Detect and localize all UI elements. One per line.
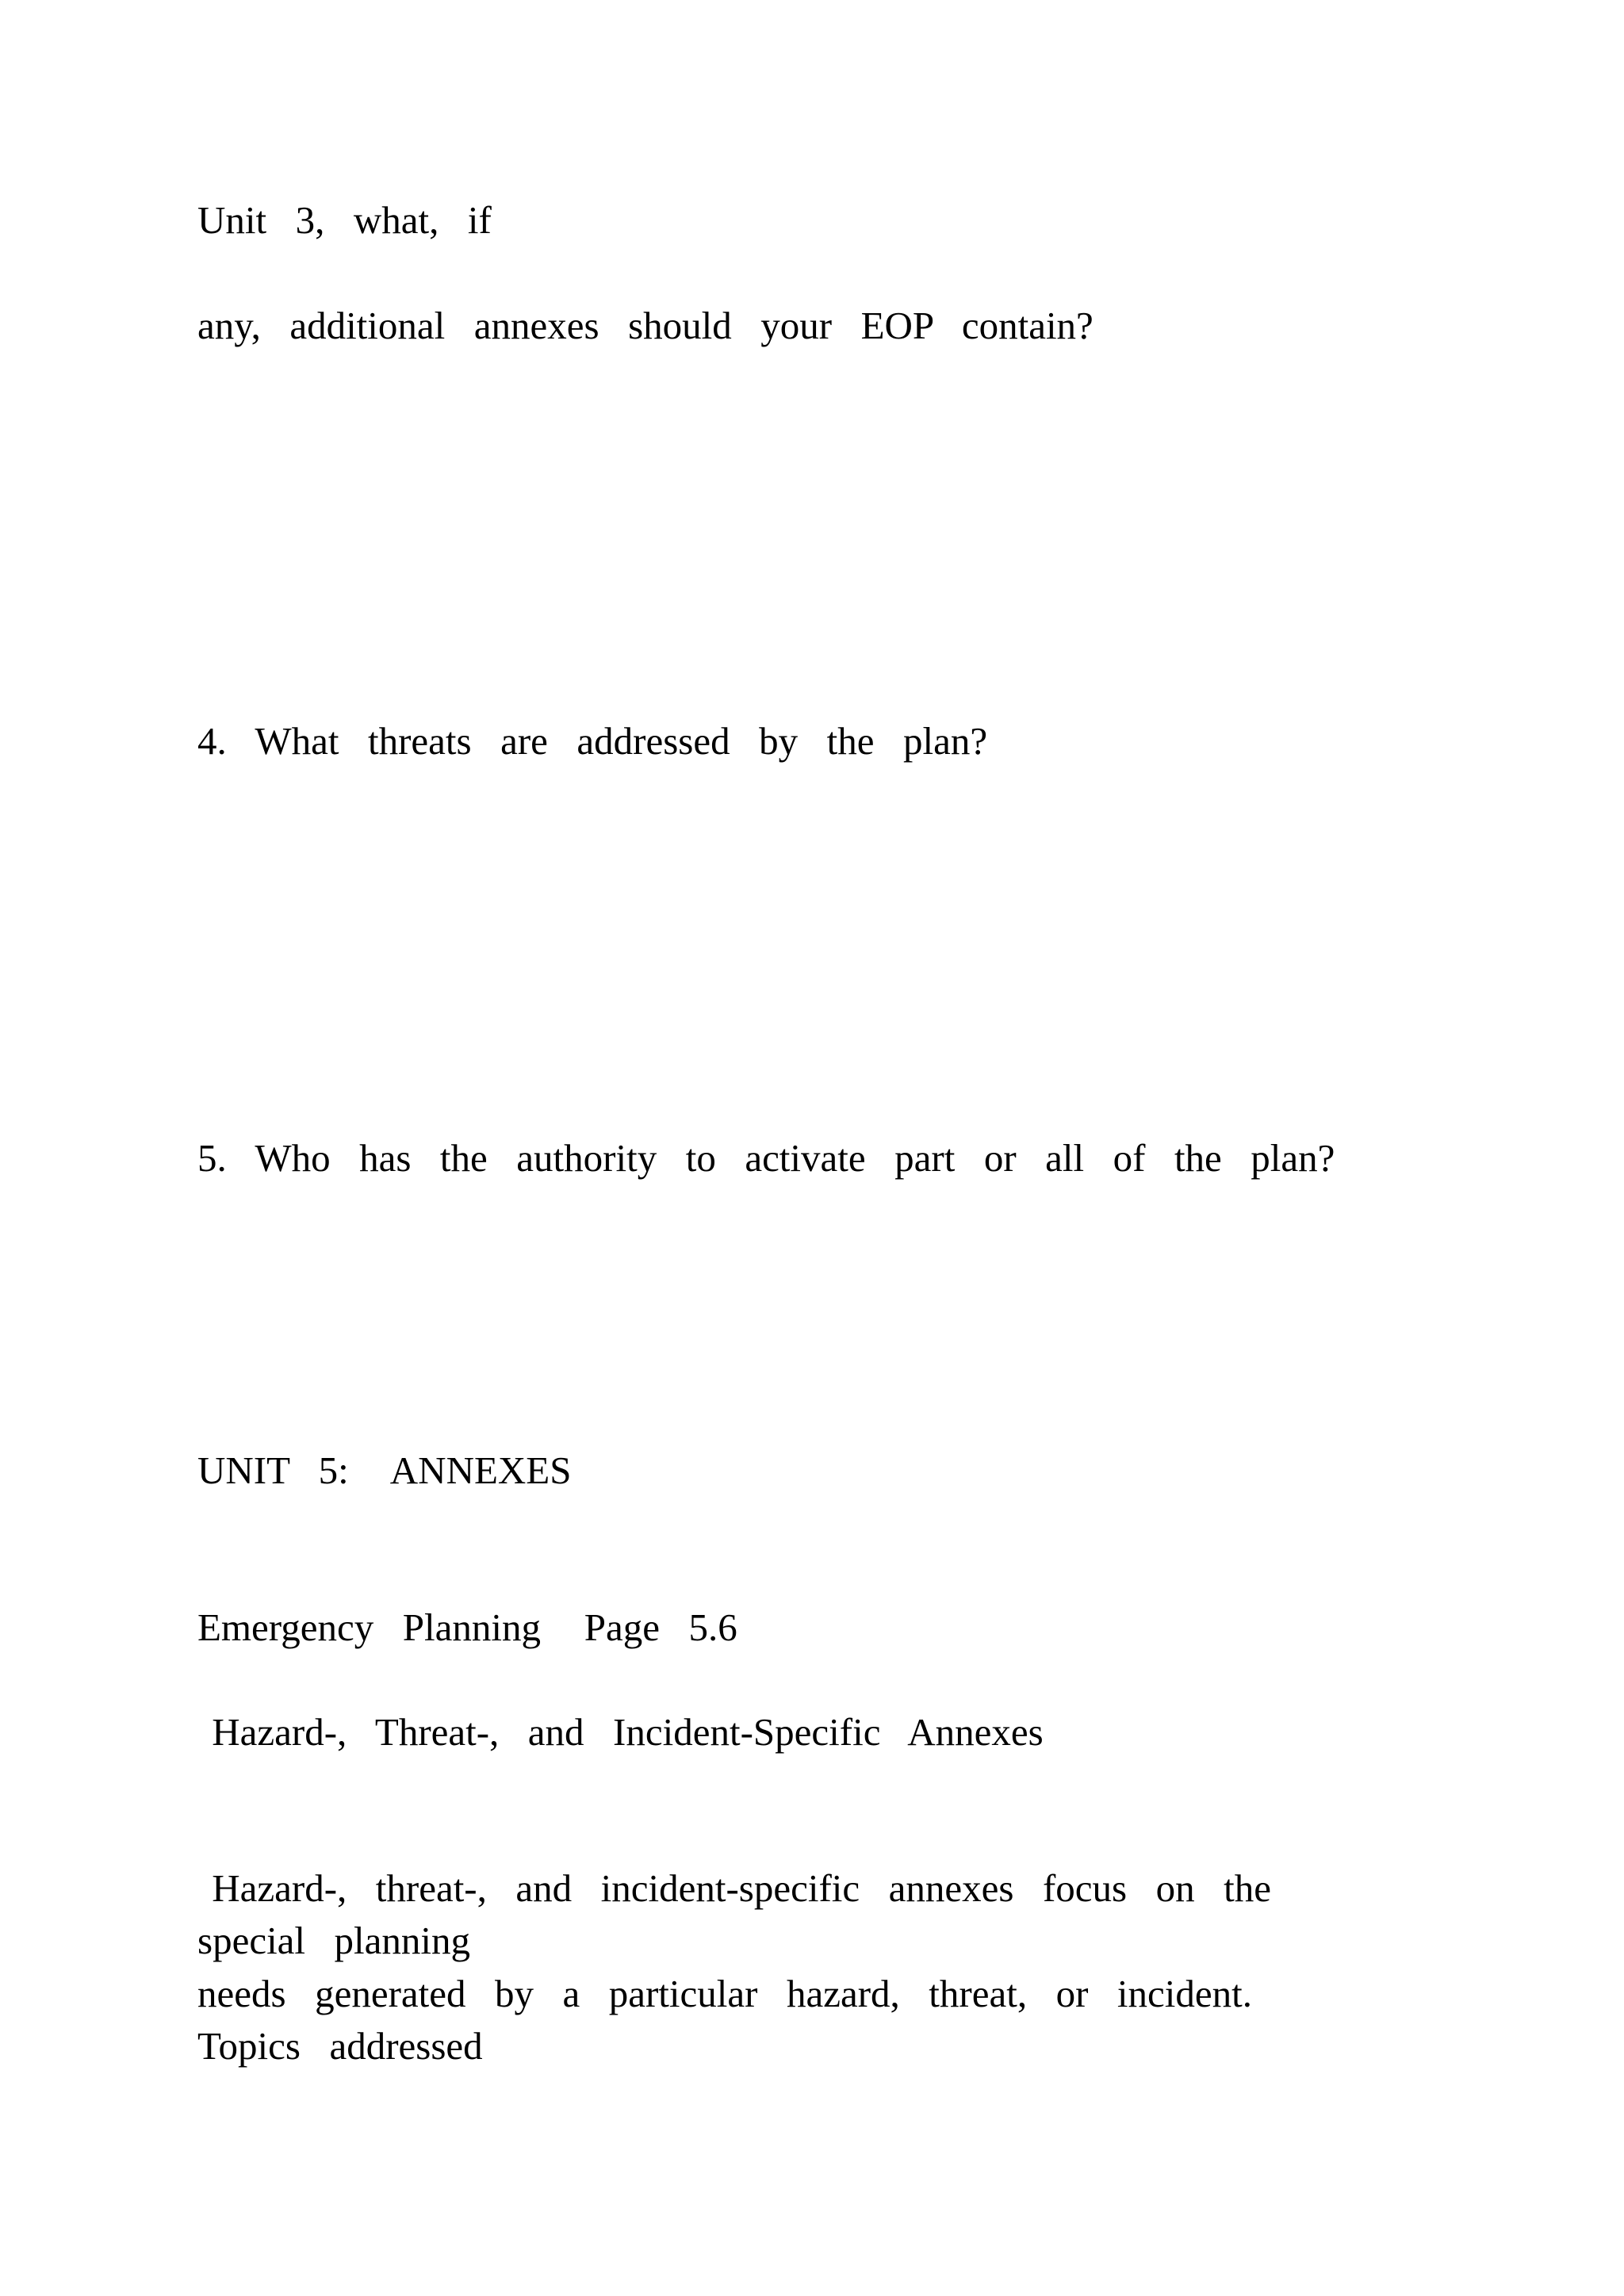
page-header: Emergency Planning Page 5.6	[197, 1605, 737, 1649]
question-4: 4. What threats are addressed by the plan?	[197, 719, 988, 763]
paragraph-line-2: special planning	[197, 1919, 471, 1962]
unit-heading: UNIT 5: ANNEXES	[197, 1448, 572, 1492]
paragraph-line-4: Topics addressed	[197, 2024, 483, 2068]
section-title: Hazard-, Threat-, and Incident-Specific Annexes	[197, 1710, 1044, 1754]
paragraph-line-1: Hazard-, threat-, and incident-specific annexes focus on the	[197, 1866, 1271, 1910]
question-5: 5. Who has the authority to activate part or all of the plan?	[197, 1136, 1335, 1180]
text-line-unit3-question: Unit 3, what, if	[197, 198, 492, 242]
text-line-annexes-question: any, additional annexes should your EOP contain?	[197, 304, 1094, 347]
paragraph-line-3: needs generated by a particular hazard, threat, or incident.	[197, 1972, 1252, 2015]
